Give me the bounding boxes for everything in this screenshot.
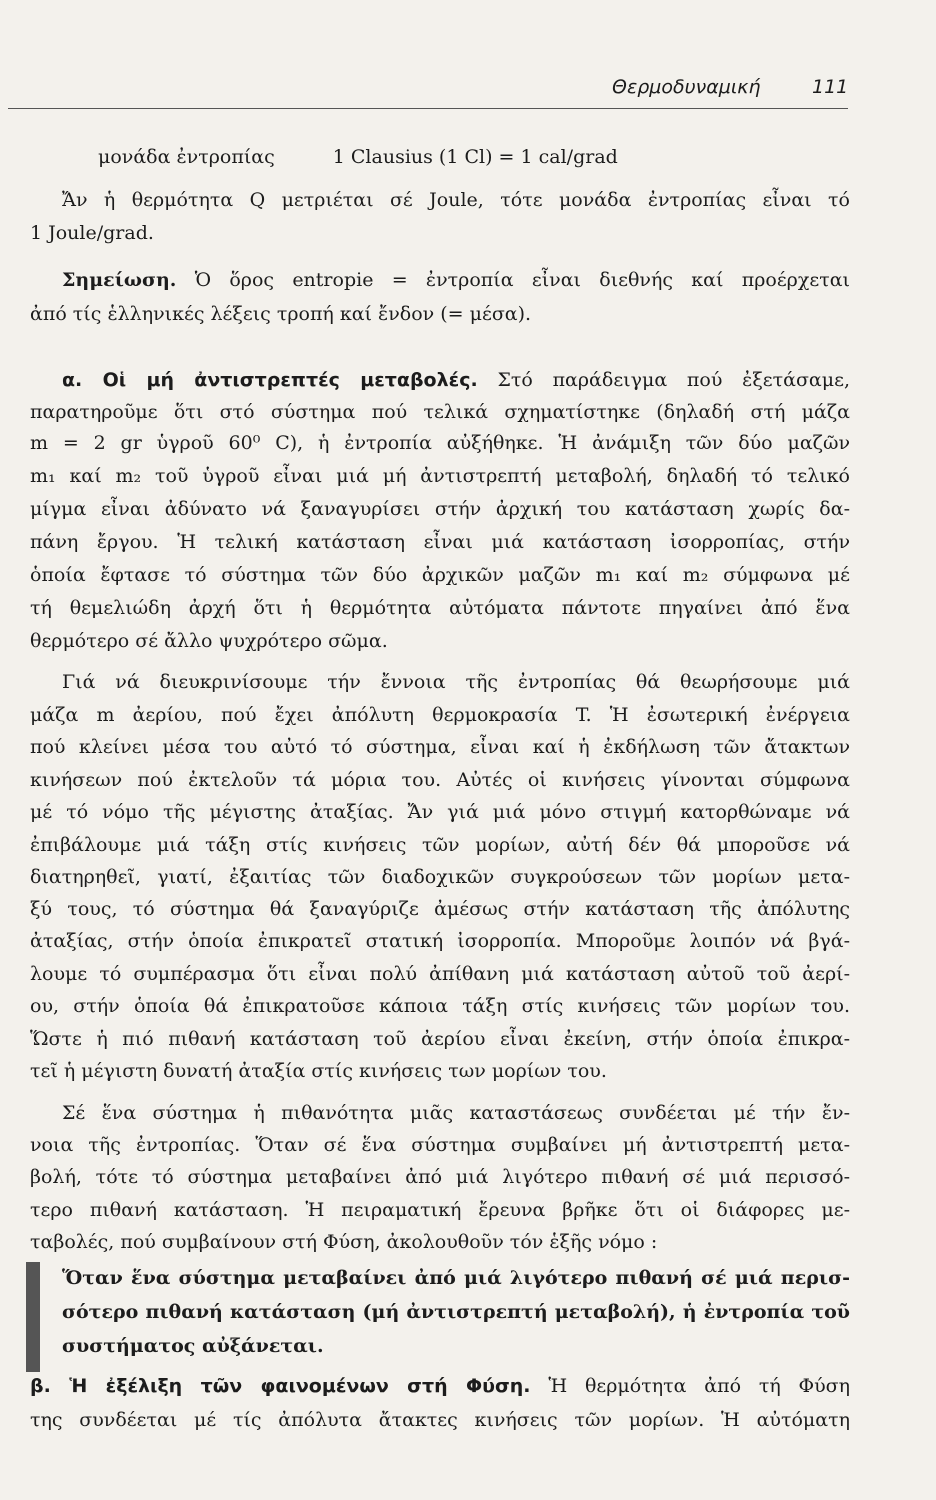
line-text: Σέ ἕνα σύστημα ἡ πιθανότητα μιᾶς καταστάσεως συνδέεται μέ τήν ἔν- bbox=[62, 1102, 850, 1124]
unit-label: μονάδα ἐντροπίας bbox=[98, 146, 275, 168]
section-text: Ἡ θερμότητα ἀπό τή Φύση bbox=[530, 1375, 850, 1397]
line-text: Στό παράδειγμα πού ἐξετάσαμε, bbox=[477, 369, 850, 391]
line-text: μίγμα εἶναι ἀδύνατο νά ξαναγυρίσει στήν ἀρχική του κατάσταση χωρίς δα- bbox=[30, 498, 850, 520]
text-line bbox=[30, 735, 850, 759]
section-b-next: της συνδέεται μέ τίς ἀπόλυτα ἄτακτες κινήσεις τῶν μορίων. Ἡ αὐτόματη bbox=[30, 1409, 850, 1431]
line-text: πού κλείνει μέσα του αὐτό τό σύστημα, εἶναι καί ἡ ἐκδήλωση τῶν ἄτακτων bbox=[30, 736, 850, 758]
text-line bbox=[30, 563, 850, 587]
section-b-line bbox=[30, 1374, 850, 1398]
text-line bbox=[30, 464, 850, 488]
line-text: ἐπιβάλουμε μιά τάξη στίς κινήσεις τῶν μορίων, αὐτή δέν θά μποροῦσε νά bbox=[30, 834, 850, 856]
line-text: ξύ τους, τό σύστημα θά ξαναγύριζε ἀμέσως στήν κατάσταση τῆς ἀπόλυτης bbox=[30, 898, 850, 920]
text-line bbox=[30, 962, 850, 986]
line-text: Ἄν ἡ θερμότητα Q μετριέται σέ Joule, τότε μονάδα ἐντροπίας εἶναι τό bbox=[62, 189, 850, 211]
page-number: 111 bbox=[812, 76, 849, 98]
line-text: διατηρηθεῖ, γιατί, ἐξαιτίας τῶν διαδοχικῶν συγκρούσεων τῶν μορίων μετα- bbox=[30, 866, 850, 888]
law-box-bar bbox=[26, 1262, 40, 1372]
line-text: παρατηροῦμε ὅτι στό σύστημα πού τελικά σχηματίστηκε (δηλαδή στή μάζα bbox=[30, 401, 850, 423]
text-line bbox=[62, 670, 850, 694]
line-text: Ὥστε ἡ πιό πιθανή κατάσταση τοῦ ἀερίου εἶναι ἐκείνη, στήν ὁποία ἐπικρα- bbox=[30, 1028, 850, 1050]
line-text: κινήσεων πού ἐκτελοῦν τά μόρια του. Αὐτές οἱ κινήσεις γίνονται σύμφωνα bbox=[30, 769, 850, 791]
running-title: Θερμοδυναμική bbox=[612, 76, 761, 98]
text-line bbox=[30, 994, 850, 1018]
text-line bbox=[30, 596, 850, 620]
line-text: νοια τῆς ἐντροπίας. Ὅταν σέ ἕνα σύστημα συμβαίνει μή ἀντιστρεπτή μετα- bbox=[30, 1134, 850, 1156]
line-text: ἀταξίας, στήν ὁποία ἐπικρατεῖ στατική ἰσορροπία. Μποροῦμε λοιπόν νά βγά- bbox=[30, 930, 850, 952]
line-text: m = 2 gr ὑγροῦ 60⁰ C), ἡ ἐντροπία αὐξήθηκε. Ἡ ἀνάμιξη τῶν δύο μαζῶν bbox=[30, 432, 850, 454]
line-text: λουμε τό συμπέρασμα ὅτι εἶναι πολύ ἀπίθανη μιά κατάσταση αὐτοῦ τοῦ ἀερί- bbox=[30, 963, 850, 985]
text-line bbox=[30, 1198, 850, 1222]
law-line: Ὅταν ἕνα σύστημα μεταβαίνει ἀπό μιά λιγότερο πιθανή σέ μιά περισ- bbox=[62, 1267, 850, 1289]
text-line bbox=[62, 188, 850, 212]
text-line bbox=[30, 1059, 850, 1083]
line-text: τή θεμελιώδη ἀρχή ὅτι ἡ θερμότητα αὐτόματα πάντοτε πηγαίνει ἀπό ἕνα bbox=[30, 597, 850, 619]
line-text: μάζα m ἀερίου, πού ἔχει ἀπόλυτη θερμοκρασία T. Ἡ ἐσωτερική ἐνέργεια bbox=[30, 704, 850, 726]
line-text: 1 Joule/grad. bbox=[30, 222, 154, 244]
line-text: τεῖ ἡ μέγιστη δυνατή ἀταξία στίς κινήσεις των μορίων του. bbox=[30, 1060, 607, 1082]
law-line: σότερο πιθανή κατάσταση (μή ἀντιστρεπτή μεταβολή), ἡ ἐντροπία τοῦ bbox=[62, 1301, 850, 1323]
text-line bbox=[30, 431, 850, 455]
text-line bbox=[30, 530, 850, 554]
line-text: Γιά νά διευκρινίσουμε τήν ἔννοια τῆς ἐντροπίας θά θεωρήσουμε μιά bbox=[62, 671, 850, 693]
text-line bbox=[30, 833, 850, 857]
line-text: ὁποία ἔφτασε τό σύστημα τῶν δύο ἀρχικῶν μαζῶν m₁ καί m₂ σύμφωνα μέ bbox=[30, 564, 850, 586]
line-text: πάνη ἔργου. Ἡ τελική κατάσταση εἶναι μιά κατάσταση ἰσορροπίας, στήν bbox=[30, 531, 850, 553]
text-line bbox=[30, 929, 850, 953]
text-line bbox=[30, 497, 850, 521]
text-line bbox=[30, 703, 850, 727]
text-line bbox=[30, 1165, 850, 1189]
text-line bbox=[30, 768, 850, 792]
text-line bbox=[30, 800, 850, 824]
line-text: m₁ καί m₂ τοῦ ὑγροῦ εἶναι μιά μή ἀντιστρεπτή μεταβολή, δηλαδή τό τελικό bbox=[30, 465, 850, 487]
text-line bbox=[62, 1101, 850, 1125]
line-text: μέ τό νόμο τῆς μέγιστης ἀταξίας. Ἄν γιά μιά μόνο στιγμή κατορθώναμε νά bbox=[30, 801, 850, 823]
line-text: βολή, τότε τό σύστημα μεταβαίνει ἀπό μιά λιγότερο πιθανή σέ μιά περισσό- bbox=[30, 1166, 850, 1188]
line-text: Ὁ ὅρος entropie = ἐντροπία εἶναι διεθνής καί προέρχεται bbox=[176, 269, 850, 291]
text-line bbox=[30, 865, 850, 889]
text-line bbox=[30, 1230, 850, 1254]
inline-heading: Σημείωση. bbox=[62, 269, 177, 291]
inline-heading: α. Οἱ μή ἀντιστρεπτές μεταβολές. bbox=[62, 369, 478, 391]
law-line: συστήματος αὐξάνεται. bbox=[62, 1335, 324, 1357]
text-line bbox=[30, 1027, 850, 1051]
unit-value: 1 Clausius (1 Cl) = 1 cal/grad bbox=[332, 146, 618, 168]
header-rule bbox=[8, 108, 848, 109]
text-line bbox=[30, 897, 850, 921]
line-text: ἀπό τίς ἑλληνικές λέξεις τροπή καί ἔνδον (= μέσα). bbox=[30, 303, 532, 325]
line-text: ου, στήν ὁποία θά ἐπικρατοῦσε κάποια τάξη στίς κινήσεις τῶν μορίων του. bbox=[30, 995, 850, 1017]
line-text: τερο πιθανή κατάσταση. Ἡ πειραματική ἔρευνα βρῆκε ὅτι οἱ διάφορες με- bbox=[30, 1199, 850, 1221]
line-text: θερμότερο σέ ἄλλο ψυχρότερο σῶμα. bbox=[30, 630, 388, 652]
text-line bbox=[30, 629, 850, 653]
text-line bbox=[62, 368, 850, 392]
text-line bbox=[30, 221, 850, 245]
unit-definition-line bbox=[98, 145, 618, 169]
text-line bbox=[30, 1133, 850, 1157]
text-line bbox=[62, 268, 850, 292]
line-text: ταβολές, πού συμβαίνουν στή Φύση, ἀκολουθοῦν τόν ἑξῆς νόμο : bbox=[30, 1231, 658, 1253]
text-line bbox=[30, 302, 850, 326]
section-heading: β. Ἡ ἐξέλιξη τῶν φαινομένων στή Φύση. bbox=[30, 1375, 531, 1397]
text-line bbox=[30, 400, 850, 424]
